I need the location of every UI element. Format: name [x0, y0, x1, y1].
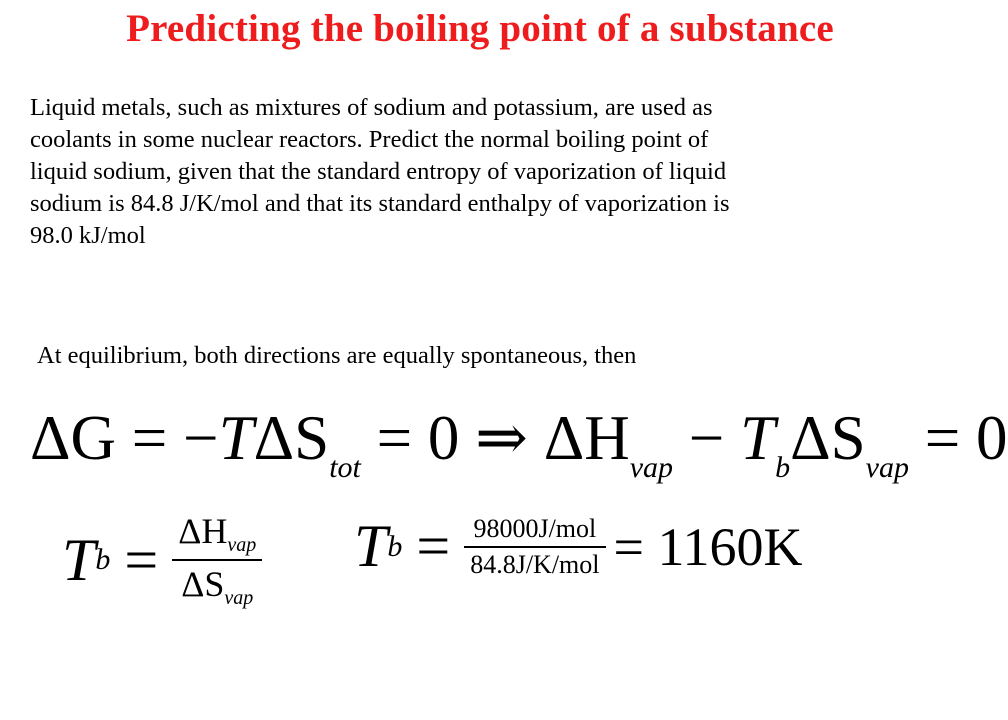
calc-fraction	[464, 514, 605, 580]
eq-op: = 0	[909, 403, 1008, 473]
eq-t: T	[218, 403, 254, 473]
eq-sub-b: b	[775, 451, 791, 484]
slide-title: Predicting the boiling point of a substance	[126, 7, 834, 50]
problem-line: coolants in some nuclear reactors. Predict the normal boiling point of	[30, 126, 709, 153]
eq-op: = 0 ⇒	[360, 403, 544, 473]
num-delta-h: ΔH	[178, 511, 228, 551]
num-sub: vap	[227, 534, 257, 556]
boiling-point-calculation	[354, 512, 802, 581]
tb-t: T	[62, 526, 96, 593]
eq-tb: T	[740, 403, 776, 473]
equals-sign: =	[416, 513, 451, 579]
eq-delta-s-vap: ΔS	[790, 403, 866, 473]
equals-sign: =	[124, 526, 159, 593]
equilibrium-statement: At equilibrium, both directions are equally spontaneous, then	[37, 342, 637, 369]
eq-sub-tot: tot	[329, 451, 361, 484]
problem-statement	[30, 92, 945, 252]
problem-line: 98.0 kJ/mol	[30, 222, 146, 249]
fraction-denominator	[172, 561, 262, 610]
fraction-numerator	[172, 510, 262, 561]
problem-line: sodium is 84.8 J/K/mol and that its standard enthalpy of vaporization is	[30, 190, 730, 217]
gibbs-equation	[30, 398, 1008, 508]
eq-sub-vap: vap	[629, 451, 674, 484]
tb-t: T	[354, 513, 388, 579]
eq-delta-h: ΔH	[543, 403, 630, 473]
calc-result: = 1160K	[613, 516, 803, 577]
eq-sub-vap: vap	[865, 451, 909, 484]
eq-delta-s: ΔS	[253, 403, 330, 473]
boiling-point-formula	[62, 510, 262, 610]
eq-op: −	[673, 403, 741, 473]
problem-line: liquid sodium, given that the standard entropy of vaporization of liquid	[30, 158, 727, 185]
den-delta-s: ΔS	[181, 564, 225, 604]
eq-op: = −	[116, 403, 219, 473]
calc-denominator: 84.8J/K/mol	[470, 549, 600, 579]
formula-fraction	[172, 510, 262, 610]
tb-sub: b	[387, 529, 403, 563]
tb-sub: b	[95, 543, 111, 576]
calc-numerator: 98000J/mol	[464, 514, 605, 548]
den-sub: vap	[224, 587, 254, 609]
eq-delta-g: ΔG	[30, 403, 117, 473]
problem-line: Liquid metals, such as mixtures of sodium and potassium, are used as	[30, 94, 713, 121]
